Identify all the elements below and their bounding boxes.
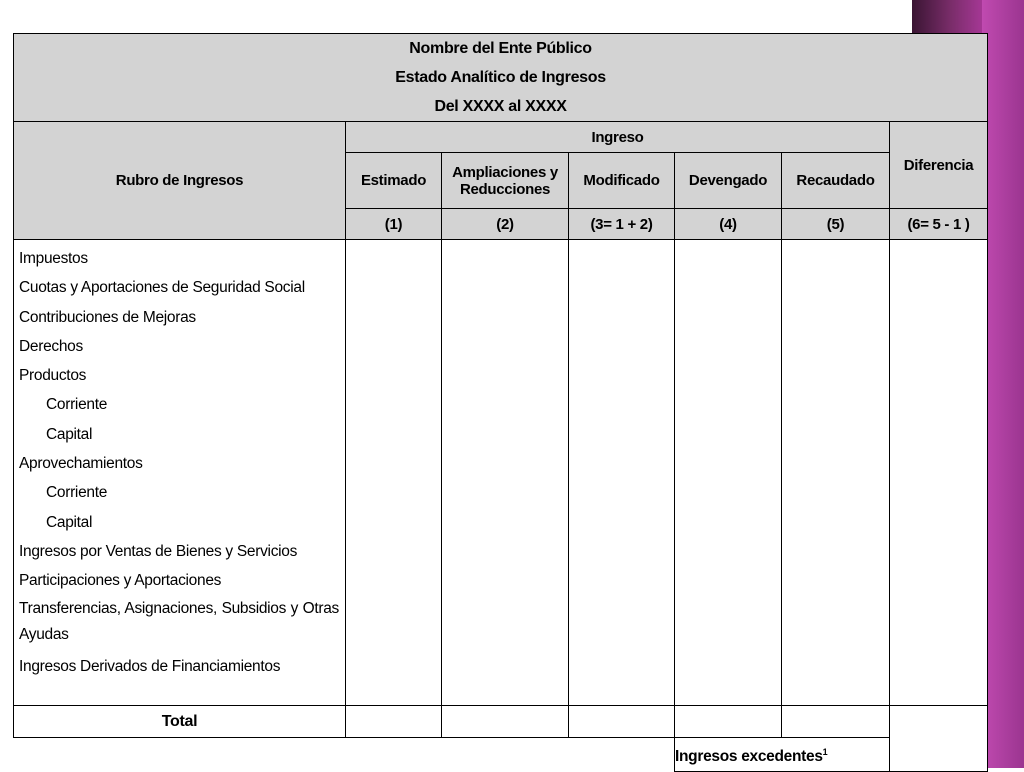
- ingresos-excedentes: [675, 738, 890, 772]
- header-num-ampliaciones: (2): [442, 209, 569, 240]
- entity-name: Nombre del Ente Público: [409, 40, 592, 57]
- rubro-cuotas: Cuotas y Aportaciones de Seguridad Social: [19, 279, 305, 297]
- rubro-productos-capital: Capital: [46, 425, 93, 443]
- rubro-aprovechamientos: Aprovechamientos: [19, 455, 143, 473]
- header-diferencia: Diferencia: [890, 122, 988, 209]
- header-modificado: Modificado: [569, 153, 675, 209]
- report-title-block: [14, 34, 988, 122]
- rubros-cell: [14, 240, 346, 706]
- total-label: Total: [14, 706, 346, 738]
- header-devengado: Devengado: [675, 153, 782, 209]
- diferencia-values-cell: [890, 240, 988, 706]
- header-num-recaudado: (5): [782, 209, 890, 240]
- ampliaciones-values-cell: [442, 240, 569, 706]
- header-num-diferencia: (6= 5 - 1 ): [890, 209, 988, 240]
- devengado-values-cell: [675, 240, 782, 706]
- modificado-values-cell: [569, 240, 675, 706]
- total-modificado: [569, 706, 675, 738]
- rubro-aprovechamientos-capital: Capital: [46, 513, 93, 531]
- header-ingreso: Ingreso: [346, 122, 890, 153]
- total-diferencia: [890, 706, 988, 772]
- rubro-financiamientos: Ingresos Derivados de Financiamientos: [19, 657, 281, 675]
- header-ampliaciones: Ampliaciones y Reducciones: [442, 153, 569, 209]
- header-num-modificado: (3= 1 + 2): [569, 209, 675, 240]
- rubro-productos: Productos: [19, 367, 87, 385]
- recaudado-values-cell: [782, 240, 890, 706]
- rubro-productos-corriente: Corriente: [46, 396, 108, 414]
- header-rubro: Rubro de Ingresos: [14, 122, 346, 240]
- excedentes-spacer: [14, 738, 675, 772]
- rubro-ventas: Ingresos por Ventas de Bienes y Servicios: [19, 542, 298, 560]
- total-recaudado: [782, 706, 890, 738]
- report-title: Estado Analítico de Ingresos: [395, 69, 606, 86]
- rubro-aprovechamientos-corriente: Corriente: [46, 484, 108, 502]
- header-estimado: Estimado: [346, 153, 442, 209]
- total-estimado: [346, 706, 442, 738]
- report-period: Del XXXX al XXXX: [434, 98, 567, 115]
- rubro-transferencias: Transferencias, Asignaciones, Subsidios y Otras Ayudas: [19, 599, 339, 643]
- total-ampliaciones: [442, 706, 569, 738]
- excedentes-label: Ingresos excedentes: [675, 748, 823, 766]
- total-devengado: [675, 706, 782, 738]
- header-recaudado: Recaudado: [782, 153, 890, 209]
- rubro-derechos: Derechos: [19, 337, 83, 355]
- rubro-contribuciones: Contribuciones de Mejoras: [19, 308, 196, 326]
- rubro-participaciones: Participaciones y Aportaciones: [19, 572, 222, 590]
- estado-analitico-table: [13, 33, 988, 772]
- rubros-list: [14, 240, 345, 681]
- excedentes-footnote: 1: [822, 747, 828, 757]
- estimado-values-cell: [346, 240, 442, 706]
- rubro-impuestos: Impuestos: [19, 250, 88, 267]
- header-num-estimado: (1): [346, 209, 442, 240]
- header-num-devengado: (4): [675, 209, 782, 240]
